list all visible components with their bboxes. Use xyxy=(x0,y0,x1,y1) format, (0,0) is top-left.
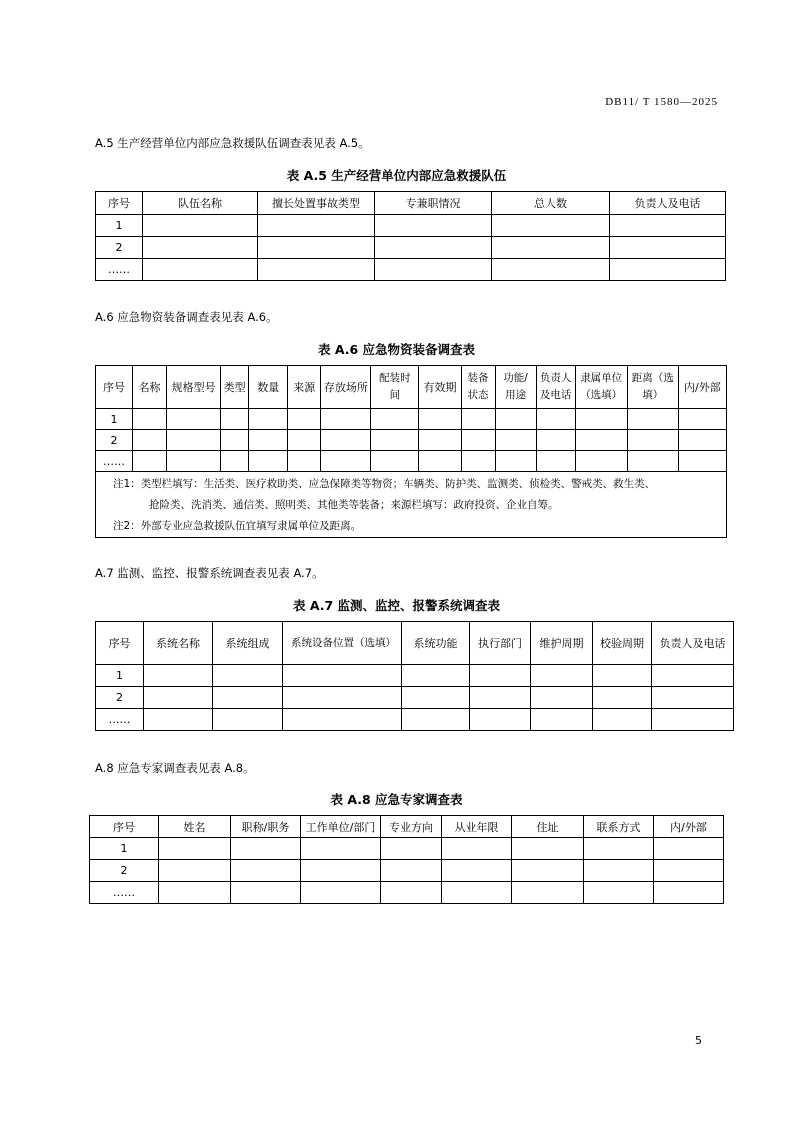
header-cell: 隶属单位（选填） xyxy=(575,366,627,409)
table-cell xyxy=(610,215,726,237)
table-cell xyxy=(167,451,221,472)
row-index: 2 xyxy=(96,430,133,451)
table-cell xyxy=(652,665,734,687)
table-cell xyxy=(144,687,213,709)
table-cell xyxy=(442,882,512,904)
table-header-row xyxy=(96,192,726,215)
table-cell xyxy=(301,838,381,860)
table-cell xyxy=(133,451,167,472)
table-cell xyxy=(301,882,381,904)
table-notes xyxy=(96,472,727,538)
table-cell xyxy=(461,451,495,472)
header-cell: 序号 xyxy=(96,192,143,215)
table-cell xyxy=(419,409,461,430)
table-cell xyxy=(249,451,288,472)
table-header-row xyxy=(96,622,734,665)
row-index: 1 xyxy=(96,215,143,237)
table-cell xyxy=(213,687,283,709)
header-cell: 负责人及电话 xyxy=(652,622,734,665)
table-row xyxy=(96,215,726,237)
note-1 xyxy=(113,474,720,495)
row-index: …… xyxy=(96,451,133,472)
header-cell: 序号 xyxy=(96,366,133,409)
header-cell: 来源 xyxy=(288,366,321,409)
table-cell xyxy=(144,709,213,731)
header-cell: 执行部门 xyxy=(470,622,531,665)
table-cell xyxy=(283,709,402,731)
table-cell xyxy=(461,409,495,430)
table-cell xyxy=(133,430,167,451)
table-cell xyxy=(221,430,249,451)
table-cell xyxy=(652,687,734,709)
table-cell xyxy=(249,430,288,451)
document-code: DB11/ T 1580—2025 xyxy=(605,96,718,108)
table-cell xyxy=(492,237,610,259)
table-row xyxy=(96,665,734,687)
table-row xyxy=(96,409,727,430)
header-cell: 住址 xyxy=(512,816,584,838)
header-cell: 负责人及电话 xyxy=(536,366,575,409)
header-cell: 负责人及电话 xyxy=(610,192,726,215)
table-cell xyxy=(536,451,575,472)
table-cell xyxy=(627,430,678,451)
table-cell xyxy=(371,409,419,430)
table-cell xyxy=(512,838,584,860)
header-cell: 存放场所 xyxy=(321,366,371,409)
table-cell xyxy=(678,451,726,472)
table-cell xyxy=(495,430,536,451)
row-index: 2 xyxy=(96,237,143,259)
table-cell xyxy=(470,709,531,731)
table-cell xyxy=(627,451,678,472)
table-cell xyxy=(381,838,442,860)
header-cell: 配装时间 xyxy=(371,366,419,409)
header-cell: 内/外部 xyxy=(654,816,724,838)
row-index: …… xyxy=(96,259,143,281)
table-cell xyxy=(213,709,283,731)
header-cell: 名称 xyxy=(133,366,167,409)
table-cell xyxy=(167,430,221,451)
header-cell: 联系方式 xyxy=(584,816,654,838)
table-a5-caption: 表 A.5 生产经营单位内部应急救援队伍 xyxy=(286,168,507,183)
table-cell xyxy=(584,882,654,904)
note-1-label: 注1： xyxy=(113,478,141,490)
table-cell xyxy=(371,430,419,451)
header-cell: 姓名 xyxy=(159,816,231,838)
header-cell: 规格型号 xyxy=(167,366,221,409)
header-cell: 从业年限 xyxy=(442,816,512,838)
table-cell xyxy=(288,409,321,430)
row-index: 2 xyxy=(96,687,144,709)
header-cell: 系统功能 xyxy=(402,622,470,665)
header-cell: 工作单位/部门 xyxy=(301,816,381,838)
table-cell xyxy=(536,430,575,451)
note-1-continued: 抢险类、洗消类、通信类、照明类、其他类等装备；来源栏填写：政府投资、企业自筹。 xyxy=(149,499,559,511)
section-a5-text: A.5 生产经营单位内部应急救援队伍调查表见表 A.5。 xyxy=(95,136,370,150)
table-cell xyxy=(375,237,492,259)
table-cell xyxy=(492,215,610,237)
table-cell xyxy=(288,430,321,451)
note-1-text: 类型栏填写：生活类、医疗救助类、应急保障类等物资；车辆类、防护类、监测类、侦检类、警戒类、救生类、 xyxy=(140,478,656,490)
table-row xyxy=(90,860,724,882)
table-cell xyxy=(143,215,258,237)
row-index: 1 xyxy=(90,838,159,860)
header-cell: 专兼职情况 xyxy=(375,192,492,215)
table-cell xyxy=(221,409,249,430)
row-index: …… xyxy=(96,709,144,731)
table-cell xyxy=(536,409,575,430)
table-cell xyxy=(584,838,654,860)
table-cell xyxy=(301,860,381,882)
table-cell xyxy=(654,838,724,860)
table-cell xyxy=(495,451,536,472)
table-cell xyxy=(531,709,593,731)
table-a7 xyxy=(95,621,734,731)
table-cell xyxy=(231,838,301,860)
table-cell xyxy=(321,430,371,451)
table-cell xyxy=(159,838,231,860)
table-cell xyxy=(133,409,167,430)
table-a7-caption: 表 A.7 监测、监控、报警系统调查表 xyxy=(292,598,501,613)
header-cell: 内/外部 xyxy=(678,366,726,409)
row-index: 1 xyxy=(96,665,144,687)
table-cell xyxy=(402,665,470,687)
section-a8-text: A.8 应急专家调查表见表 A.8。 xyxy=(95,761,255,775)
table-cell xyxy=(221,451,249,472)
table-cell xyxy=(652,709,734,731)
table-cell xyxy=(610,237,726,259)
table-cell xyxy=(495,409,536,430)
table-cell xyxy=(213,665,283,687)
table-a5 xyxy=(95,191,726,281)
table-cell xyxy=(321,409,371,430)
table-cell xyxy=(610,259,726,281)
table-cell xyxy=(402,709,470,731)
table-cell xyxy=(512,882,584,904)
table-row xyxy=(96,430,727,451)
table-row xyxy=(96,451,727,472)
table-cell xyxy=(143,237,258,259)
table-cell xyxy=(419,451,461,472)
header-cell: 总人数 xyxy=(492,192,610,215)
table-cell xyxy=(461,430,495,451)
table-cell xyxy=(419,430,461,451)
note-2-text: 外部专业应急救援队伍宜填写隶属单位及距离。 xyxy=(140,520,362,532)
table-cell xyxy=(402,687,470,709)
table-header-row xyxy=(96,366,727,409)
table-cell xyxy=(288,451,321,472)
table-cell xyxy=(593,687,652,709)
table-cell xyxy=(381,860,442,882)
header-cell: 装备状态 xyxy=(461,366,495,409)
row-index: …… xyxy=(90,882,159,904)
header-cell: 职称/职务 xyxy=(231,816,301,838)
table-cell xyxy=(531,687,593,709)
table-cell xyxy=(575,451,627,472)
table-cell xyxy=(593,709,652,731)
table-header-row xyxy=(90,816,724,838)
header-cell: 擅长处置事故类型 xyxy=(258,192,375,215)
table-cell xyxy=(442,838,512,860)
table-row xyxy=(90,882,724,904)
table-cell xyxy=(654,882,724,904)
header-cell: 序号 xyxy=(90,816,159,838)
header-cell: 有效期 xyxy=(419,366,461,409)
table-cell xyxy=(375,215,492,237)
table-cell xyxy=(258,215,375,237)
table-row xyxy=(96,237,726,259)
table-cell xyxy=(249,409,288,430)
row-index: 1 xyxy=(96,409,133,430)
header-cell: 类型 xyxy=(221,366,249,409)
table-cell xyxy=(258,237,375,259)
table-row xyxy=(96,709,734,731)
table-cell xyxy=(654,860,724,882)
section-a7-text: A.7 监测、监控、报警系统调查表见表 A.7。 xyxy=(95,566,324,580)
header-cell: 系统设备位置（选填） xyxy=(283,622,402,665)
table-cell xyxy=(159,882,231,904)
table-cell xyxy=(231,882,301,904)
header-cell: 距离（选填） xyxy=(627,366,678,409)
table-note-row xyxy=(96,472,727,538)
header-cell: 系统组成 xyxy=(213,622,283,665)
table-cell xyxy=(231,860,301,882)
table-cell xyxy=(159,860,231,882)
table-cell xyxy=(627,409,678,430)
table-row xyxy=(90,838,724,860)
table-cell xyxy=(512,860,584,882)
header-cell: 专业方向 xyxy=(381,816,442,838)
header-cell: 系统名称 xyxy=(144,622,213,665)
header-cell: 维护周期 xyxy=(531,622,593,665)
table-cell xyxy=(575,430,627,451)
table-cell xyxy=(575,409,627,430)
table-a8 xyxy=(89,815,724,904)
note-2-label: 注2： xyxy=(113,520,141,532)
table-cell xyxy=(144,665,213,687)
table-cell xyxy=(492,259,610,281)
table-cell xyxy=(321,451,371,472)
row-index: 2 xyxy=(90,860,159,882)
table-cell xyxy=(470,665,531,687)
table-cell xyxy=(442,860,512,882)
table-row xyxy=(96,687,734,709)
header-cell: 队伍名称 xyxy=(143,192,258,215)
table-cell xyxy=(283,665,402,687)
header-cell: 功能/用途 xyxy=(495,366,536,409)
table-cell xyxy=(143,259,258,281)
header-cell: 校验周期 xyxy=(593,622,652,665)
table-cell xyxy=(283,687,402,709)
table-cell xyxy=(375,259,492,281)
header-cell: 序号 xyxy=(96,622,144,665)
table-row xyxy=(96,259,726,281)
table-cell xyxy=(678,430,726,451)
table-cell xyxy=(371,451,419,472)
table-a8-caption: 表 A.8 应急专家调查表 xyxy=(330,792,463,807)
table-a6 xyxy=(95,365,727,538)
table-cell xyxy=(678,409,726,430)
table-cell xyxy=(470,687,531,709)
page-number: 5 xyxy=(695,1034,702,1047)
table-a6-caption: 表 A.6 应急物资装备调查表 xyxy=(317,342,476,357)
table-cell xyxy=(381,882,442,904)
table-cell xyxy=(167,409,221,430)
table-cell xyxy=(531,665,593,687)
section-a6-text: A.6 应急物资装备调查表见表 A.6。 xyxy=(95,310,278,324)
header-cell: 数量 xyxy=(249,366,288,409)
table-cell xyxy=(258,259,375,281)
table-cell xyxy=(593,665,652,687)
table-cell xyxy=(584,860,654,882)
note-2 xyxy=(113,516,720,537)
